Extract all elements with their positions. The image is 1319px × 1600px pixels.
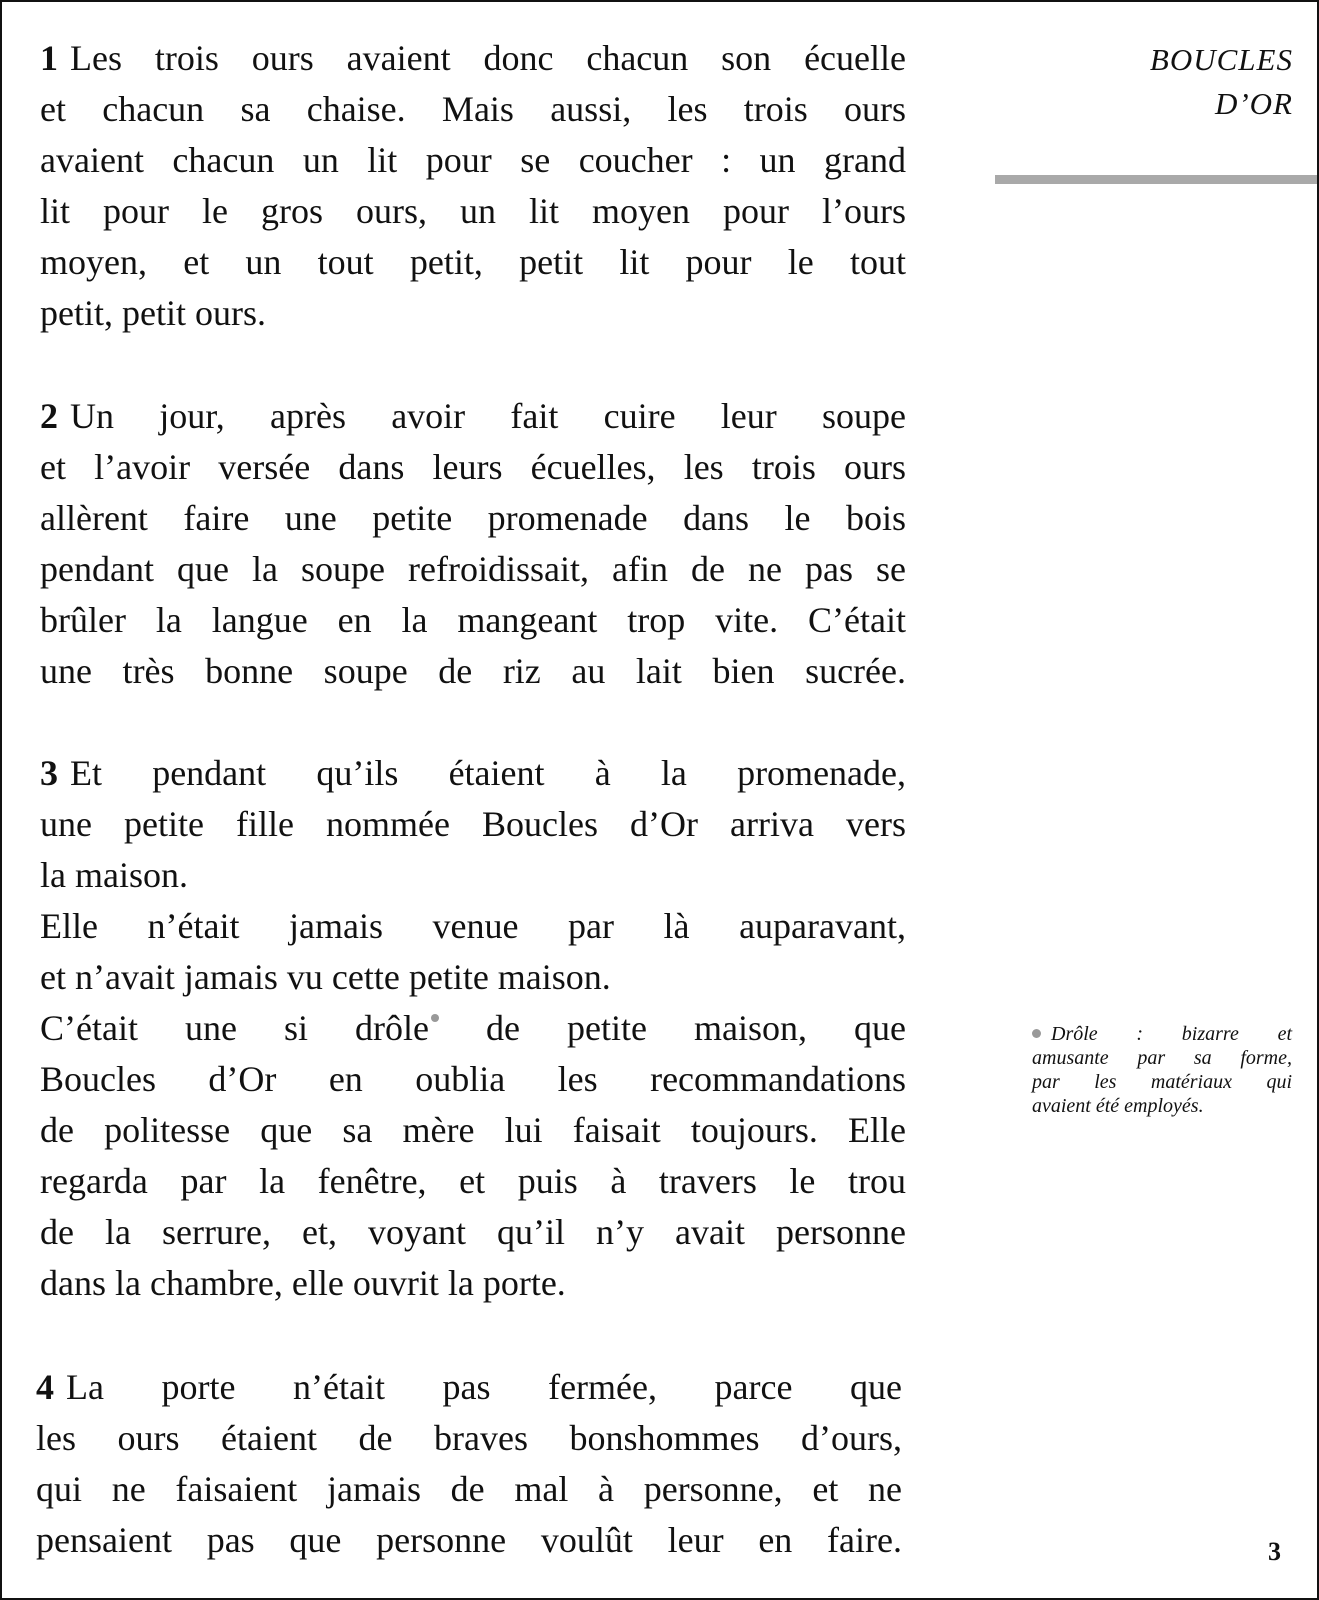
line-text: regarda par la fenêtre, et puis à travers le trou <box>40 1161 906 1201</box>
line-text: Un jour, après avoir fait cuire leur soupe <box>70 396 906 436</box>
footnote-marker-icon <box>431 1014 439 1022</box>
chapter-title <box>1150 38 1293 126</box>
text-line <box>40 595 906 646</box>
line-text: brûler la langue en la mangeant trop vite. C’était <box>40 600 906 640</box>
text-line <box>40 1258 906 1309</box>
text-line <box>40 135 906 186</box>
text-line <box>40 442 906 493</box>
text-line <box>40 288 906 339</box>
footnote-text: Drôle : bizarre et <box>1051 1023 1292 1045</box>
text-line <box>40 391 906 442</box>
line-text: une très bonne soupe de riz au lait bien sucrée. <box>40 651 906 691</box>
text-line <box>36 1515 902 1566</box>
line-text: C’était une si drôle <box>40 1008 429 1048</box>
paragraph-number: 2 <box>40 396 58 436</box>
page-number: 3 <box>1268 1537 1281 1566</box>
text-line <box>40 493 906 544</box>
chapter-title-line-2: D’OR <box>1214 86 1293 121</box>
paragraph-3 <box>40 748 906 1309</box>
text-line <box>40 33 906 84</box>
line-text: petit, petit ours. <box>40 293 266 333</box>
line-text: Elle n’était jamais venue par là auparavant, <box>40 906 906 946</box>
text-line <box>40 850 906 901</box>
line-text: et l’avoir versée dans leurs écuelles, les trois ours <box>40 447 906 487</box>
line-text: moyen, et un tout petit, petit lit pour le tout <box>40 242 906 282</box>
line-text: de la serrure, et, voyant qu’il n’y avait personne <box>40 1212 906 1252</box>
text-line <box>40 1105 906 1156</box>
text-line <box>40 1207 906 1258</box>
paragraph-number: 3 <box>40 753 58 793</box>
paragraph-1 <box>40 33 906 339</box>
text-line <box>40 748 906 799</box>
line-text: une petite fille nommée Boucles d’Or arriva vers <box>40 804 906 844</box>
footnote-bullet-icon <box>1032 1029 1041 1038</box>
line-text: avaient chacun un lit pour se coucher : un grand <box>40 140 906 180</box>
footnote-line <box>1032 1046 1292 1070</box>
line-text: Les trois ours avaient donc chacun son écuelle <box>70 38 906 78</box>
footnote-text: avaient été employés. <box>1032 1095 1204 1117</box>
text-line <box>36 1362 902 1413</box>
text-line <box>36 1464 902 1515</box>
text-line <box>40 237 906 288</box>
text-line <box>40 186 906 237</box>
text-line <box>40 901 906 952</box>
line-text: dans la chambre, elle ouvrit la porte. <box>40 1263 566 1303</box>
text-line <box>40 84 906 135</box>
line-text: allèrent faire une petite promenade dans le bois <box>40 498 906 538</box>
line-text: qui ne faisaient jamais de mal à personne, et ne <box>36 1469 902 1509</box>
line-text: de politesse que sa mère lui faisait toujours. Elle <box>40 1110 906 1150</box>
text-line <box>40 544 906 595</box>
line-text: les ours étaient de braves bonshommes d’ours, <box>36 1418 902 1458</box>
chapter-title-line-1: BOUCLES <box>1149 42 1293 77</box>
text-line <box>40 1054 906 1105</box>
line-text: et n’avait jamais vu cette petite maison. <box>40 957 611 997</box>
footnote-line <box>1032 1070 1292 1094</box>
line-text: pendant que la soupe refroidissait, afin de ne pas se <box>40 549 906 589</box>
line-text: lit pour le gros ours, un lit moyen pour l’ours <box>40 191 906 231</box>
line-text: Boucles d’Or en oublia les recommandations <box>40 1059 906 1099</box>
footnote <box>1032 1022 1292 1118</box>
text-line <box>40 952 906 1003</box>
text-line <box>40 799 906 850</box>
line-text: la maison. <box>40 855 188 895</box>
paragraph-number: 4 <box>36 1367 54 1407</box>
line-text: Et pendant qu’ils étaient à la promenade, <box>70 753 906 793</box>
line-text: et chacun sa chaise. Mais aussi, les trois ours <box>40 89 906 129</box>
text-line <box>40 1003 906 1054</box>
margin-rule <box>995 175 1317 184</box>
text-line <box>36 1413 902 1464</box>
footnote-text: par les matériaux qui <box>1032 1071 1292 1093</box>
text-line <box>40 1156 906 1207</box>
line-text: La porte n’était pas fermée, parce que <box>66 1367 902 1407</box>
footnote-line <box>1032 1094 1292 1118</box>
line-text: de petite maison, que <box>439 1008 907 1048</box>
text-line <box>40 646 906 697</box>
paragraph-2 <box>40 391 906 697</box>
line-text: pensaient pas que personne voulût leur en faire. <box>36 1520 902 1560</box>
footnote-text: amusante par sa forme, <box>1032 1047 1292 1069</box>
paragraph-number: 1 <box>40 38 58 78</box>
paragraph-4 <box>36 1362 902 1566</box>
footnote-line <box>1032 1022 1292 1046</box>
